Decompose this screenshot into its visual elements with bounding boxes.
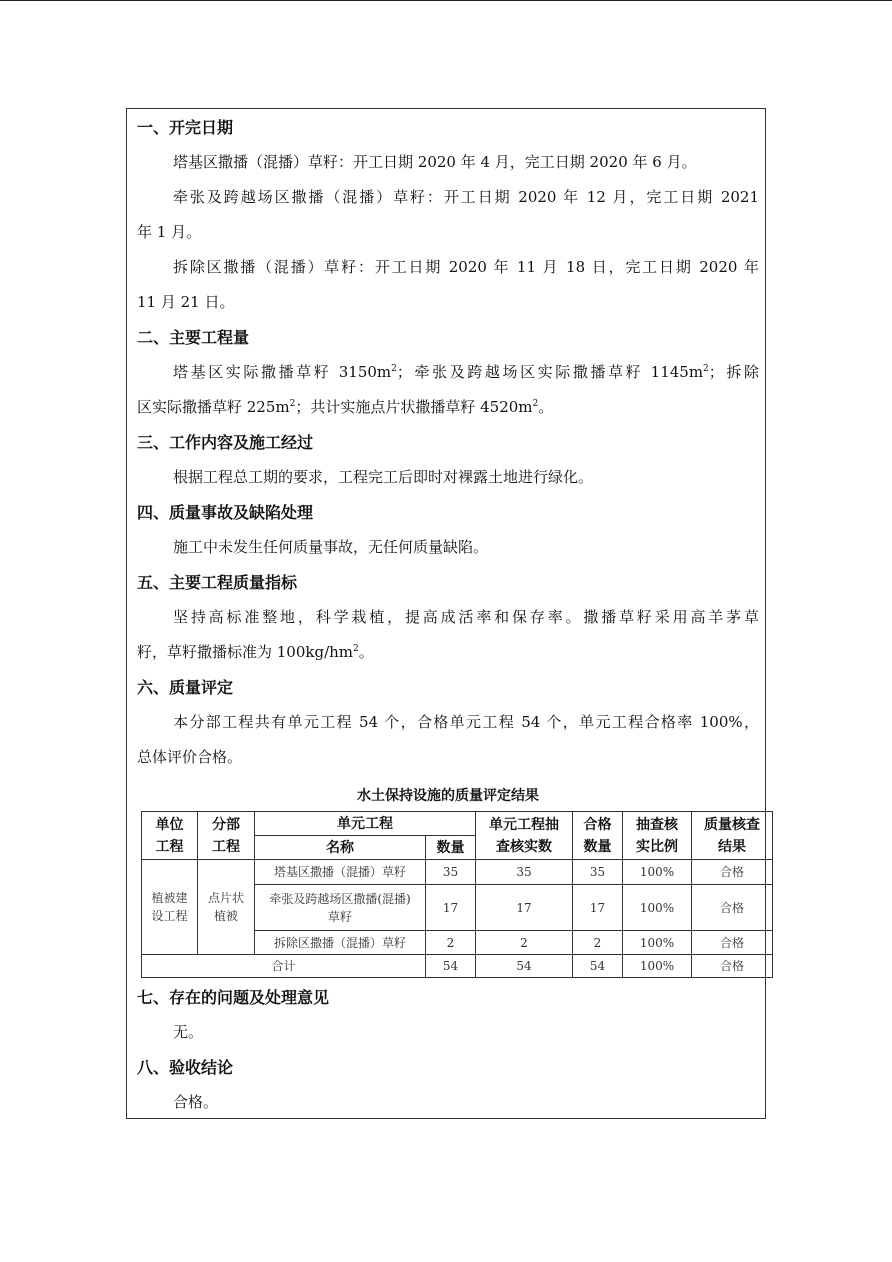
document-frame xyxy=(126,108,766,1119)
header-text: 实比例 xyxy=(636,838,678,855)
section-5-heading: 五、主要工程质量指标 xyxy=(137,573,298,592)
section-2-heading: 二、主要工程量 xyxy=(137,328,250,347)
header-ratio xyxy=(623,812,692,860)
table-total-row xyxy=(142,955,773,978)
superscript: 2 xyxy=(289,399,296,409)
text-run: 。 xyxy=(358,643,374,661)
section-5-body xyxy=(137,600,759,670)
row-result: 合格 xyxy=(692,931,773,955)
table-header-row-1 xyxy=(142,812,773,836)
superscript: 2 xyxy=(532,399,539,409)
section-8-body xyxy=(137,1085,759,1120)
header-text: 工程 xyxy=(155,838,184,855)
row-qty: 35 xyxy=(426,860,476,885)
text-run: 区实际撒播草籽 225m xyxy=(137,398,290,416)
header-text: 单位 xyxy=(155,816,184,833)
total-ratio: 100% xyxy=(623,955,692,978)
row-sample: 17 xyxy=(476,885,573,931)
row-name: 塔基区撒播（混播）草籽 xyxy=(255,860,426,885)
row-pass: 35 xyxy=(573,860,623,885)
header-result xyxy=(692,812,773,860)
cell-text: 草籽 xyxy=(327,909,352,924)
total-qty: 54 xyxy=(426,955,476,978)
section-1-para-3-line-2: 11 月 21 日。 xyxy=(137,293,235,311)
section-1-heading: 一、开完日期 xyxy=(137,118,234,137)
section-6-line-1: 本分部工程共有单元工程 54 个，合格单元工程 54 个，单元工程合格率 100%， xyxy=(173,713,759,731)
text-run: ；共计实施点片状撒播草籽 4520m xyxy=(295,398,533,416)
total-pass: 54 xyxy=(573,955,623,978)
header-text: 分部 xyxy=(212,816,240,833)
section-1-para-3-line-1: 拆除区撒播（混播）草籽：开工日期 2020 年 11 月 18 日，完工日期 2020 年 xyxy=(173,258,759,276)
cell-text: 植被建 xyxy=(151,891,188,905)
section-2-line-2 xyxy=(137,390,759,425)
section-6-line-2: 总体评价合格。 xyxy=(137,748,243,766)
section-3-body xyxy=(137,460,759,495)
section-7-para-1: 无。 xyxy=(173,1023,204,1041)
header-text: 抽查核 xyxy=(636,816,678,833)
text-run: ；牵张及跨越场区实际撒播草籽 1145m xyxy=(396,363,704,381)
text-run: ；拆除 xyxy=(708,363,759,381)
table-row xyxy=(142,860,773,885)
header-sample xyxy=(476,812,573,860)
section-8-para-1: 合格。 xyxy=(173,1093,219,1111)
total-result: 合格 xyxy=(692,955,773,978)
header-part xyxy=(198,812,255,860)
header-pass xyxy=(573,812,623,860)
section-1-para-2-line-1: 牵张及跨越场区撒播（混播）草籽：开工日期 2020 年 12 月，完工日期 2021 xyxy=(173,188,759,206)
section-4-heading: 四、质量事故及缺陷处理 xyxy=(137,503,314,522)
section-4-body xyxy=(137,530,759,565)
row-name: 拆除区撒播（混播）草籽 xyxy=(255,931,426,955)
header-qty: 数量 xyxy=(426,836,476,860)
header-text: 质量核查 xyxy=(704,816,760,833)
row-sample: 2 xyxy=(476,931,573,955)
row-qty: 2 xyxy=(426,931,476,955)
section-5-line-1: 坚持高标准整地，科学栽植，提高成活率和保存率。撒播草籽采用高羊茅草 xyxy=(173,608,759,626)
quality-evaluation-table xyxy=(141,811,773,978)
header-text: 工程 xyxy=(212,838,240,855)
table-caption: 水土保持设施的质量评定结果 xyxy=(357,788,539,804)
header-text: 数量 xyxy=(583,838,612,855)
superscript: 2 xyxy=(391,364,397,374)
cell-text: 设工程 xyxy=(151,909,188,923)
header-element: 单元工程 xyxy=(255,812,476,836)
text-run: 。 xyxy=(538,398,554,416)
row-ratio: 100% xyxy=(623,860,692,885)
cell-text: 点片状 xyxy=(207,891,244,905)
group-unit-cell xyxy=(142,860,198,955)
section-1-para-2-line-2: 年 1 月。 xyxy=(137,223,202,241)
header-name: 名称 xyxy=(255,836,426,860)
superscript: 2 xyxy=(353,644,359,654)
total-label: 合计 xyxy=(142,955,426,978)
section-7-body xyxy=(137,1015,759,1050)
header-text: 单元工程抽 xyxy=(489,816,559,833)
section-7-heading: 七、存在的问题及处理意见 xyxy=(137,988,330,1007)
section-3-heading: 三、工作内容及施工经过 xyxy=(137,433,314,452)
header-text: 合格 xyxy=(583,816,612,833)
cell-text: 牵张及跨越场区撒播(混播) xyxy=(269,891,411,906)
section-3-para-1: 根据工程总工期的要求，工程完工后即时对裸露土地进行绿化。 xyxy=(173,468,594,486)
section-8-heading: 八、验收结论 xyxy=(137,1058,234,1077)
header-unit xyxy=(142,812,198,860)
text-run: 塔基区实际撒播草籽 3150m xyxy=(173,363,392,381)
section-6-heading: 六、质量评定 xyxy=(137,678,234,697)
header-text: 查核实数 xyxy=(496,838,552,855)
section-2-body xyxy=(137,355,759,425)
group-part-cell xyxy=(198,860,255,955)
row-ratio: 100% xyxy=(623,885,692,931)
section-1-para-1: 塔基区撒播（混播）草籽：开工日期 2020 年 4 月，完工日期 2020 年 6 月。 xyxy=(173,153,697,171)
header-text: 结果 xyxy=(718,838,746,855)
cell-text: 植被 xyxy=(213,909,238,923)
row-sample: 35 xyxy=(476,860,573,885)
row-ratio: 100% xyxy=(623,931,692,955)
row-pass: 17 xyxy=(573,885,623,931)
section-4-para-1: 施工中未发生任何质量事故，无任何质量缺陷。 xyxy=(173,538,489,556)
total-sample: 54 xyxy=(476,955,573,978)
section-6-body xyxy=(137,705,759,775)
row-pass: 2 xyxy=(573,931,623,955)
row-result: 合格 xyxy=(692,860,773,885)
section-1-body xyxy=(137,145,759,320)
row-name xyxy=(255,885,426,931)
row-qty: 17 xyxy=(426,885,476,931)
page-top-border xyxy=(0,0,892,1)
text-run: 籽，草籽撒播标准为 100kg/hm xyxy=(137,643,354,661)
section-2-line-1 xyxy=(137,355,759,390)
superscript: 2 xyxy=(703,364,709,374)
section-5-line-2 xyxy=(137,635,759,670)
row-result: 合格 xyxy=(692,885,773,931)
